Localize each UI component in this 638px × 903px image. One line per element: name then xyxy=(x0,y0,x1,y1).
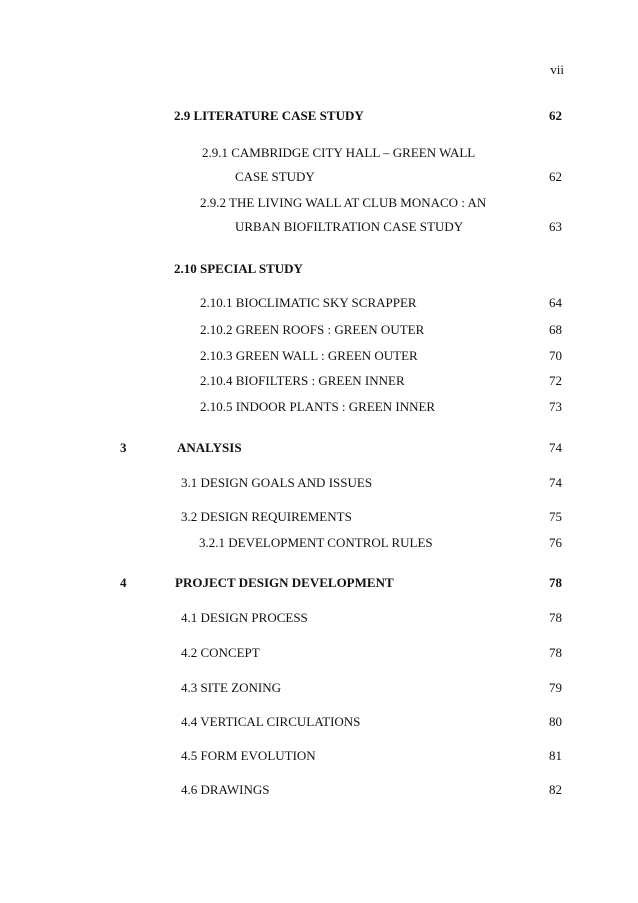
toc-page-4-5: 81 xyxy=(549,748,562,763)
toc-heading-2-9: 2.9 LITERATURE CASE STUDY xyxy=(174,108,364,123)
toc-page-2-9-1: 62 xyxy=(549,169,562,184)
toc-item-4-2: 4.2 CONCEPT xyxy=(181,645,260,660)
toc-item-2-10-5: 2.10.5 INDOOR PLANTS : GREEN INNER xyxy=(200,399,436,414)
toc-page-2-10-3: 70 xyxy=(549,348,562,363)
toc-item-2-9-2-cont: URBAN BIOFILTRATION CASE STUDY xyxy=(235,219,464,234)
chapter-4-title: PROJECT DESIGN DEVELOPMENT xyxy=(175,575,394,590)
toc-page-4-4: 80 xyxy=(549,714,562,729)
chapter-3-page: 74 xyxy=(549,440,562,455)
toc-page-2-10-2: 68 xyxy=(549,322,562,337)
toc-page-4-6: 82 xyxy=(549,782,562,797)
toc-item-4-5: 4.5 FORM EVOLUTION xyxy=(181,748,316,763)
toc-item-2-10-3: 2.10.3 GREEN WALL : GREEN OUTER xyxy=(200,348,418,363)
toc-item-4-4: 4.4 VERTICAL CIRCULATIONS xyxy=(181,714,361,729)
toc-page-4-3: 79 xyxy=(549,680,562,695)
toc-item-4-1: 4.1 DESIGN PROCESS xyxy=(181,610,308,625)
toc-item-2-10-4: 2.10.4 BIOFILTERS : GREEN INNER xyxy=(200,373,405,388)
toc-page-4-2: 78 xyxy=(549,645,562,660)
toc-page-3-2-1: 76 xyxy=(549,535,562,550)
toc-page-4-1: 78 xyxy=(549,610,562,625)
toc-item-2-9-1-cont: CASE STUDY xyxy=(235,169,315,184)
toc-item-4-6: 4.6 DRAWINGS xyxy=(181,782,270,797)
chapter-3-title: ANALYSIS xyxy=(177,440,242,455)
toc-heading-2-10: 2.10 SPECIAL STUDY xyxy=(174,261,303,276)
toc-item-2-9-1: 2.9.1 CAMBRIDGE CITY HALL – GREEN WALL xyxy=(202,145,476,160)
toc-item-2-9-2: 2.9.2 THE LIVING WALL AT CLUB MONACO : AN xyxy=(200,195,487,210)
toc-item-2-10-2: 2.10.2 GREEN ROOFS : GREEN OUTER xyxy=(200,322,425,337)
toc-item-3-1: 3.1 DESIGN GOALS AND ISSUES xyxy=(181,475,373,490)
chapter-4-number: 4 xyxy=(120,575,127,590)
chapter-4-page: 78 xyxy=(549,575,562,590)
page-number: vii xyxy=(550,62,564,77)
toc-page-2-9-2: 63 xyxy=(549,219,562,234)
toc-item-3-2: 3.2 DESIGN REQUIREMENTS xyxy=(181,509,352,524)
toc-item-3-2-1: 3.2.1 DEVELOPMENT CONTROL RULES xyxy=(199,535,433,550)
toc-item-4-3: 4.3 SITE ZONING xyxy=(181,680,282,695)
toc-page-2-10-5: 73 xyxy=(549,399,562,414)
chapter-3-number: 3 xyxy=(120,440,127,455)
toc-item-2-10-1: 2.10.1 BIOCLIMATIC SKY SCRAPPER xyxy=(200,295,417,310)
toc-page-2-10-4: 72 xyxy=(549,373,562,388)
toc-page-3-2: 75 xyxy=(549,509,562,524)
toc-page-2-10-1: 64 xyxy=(549,295,562,310)
toc-page-3-1: 74 xyxy=(549,475,562,490)
toc-page-2-9: 62 xyxy=(549,108,562,123)
